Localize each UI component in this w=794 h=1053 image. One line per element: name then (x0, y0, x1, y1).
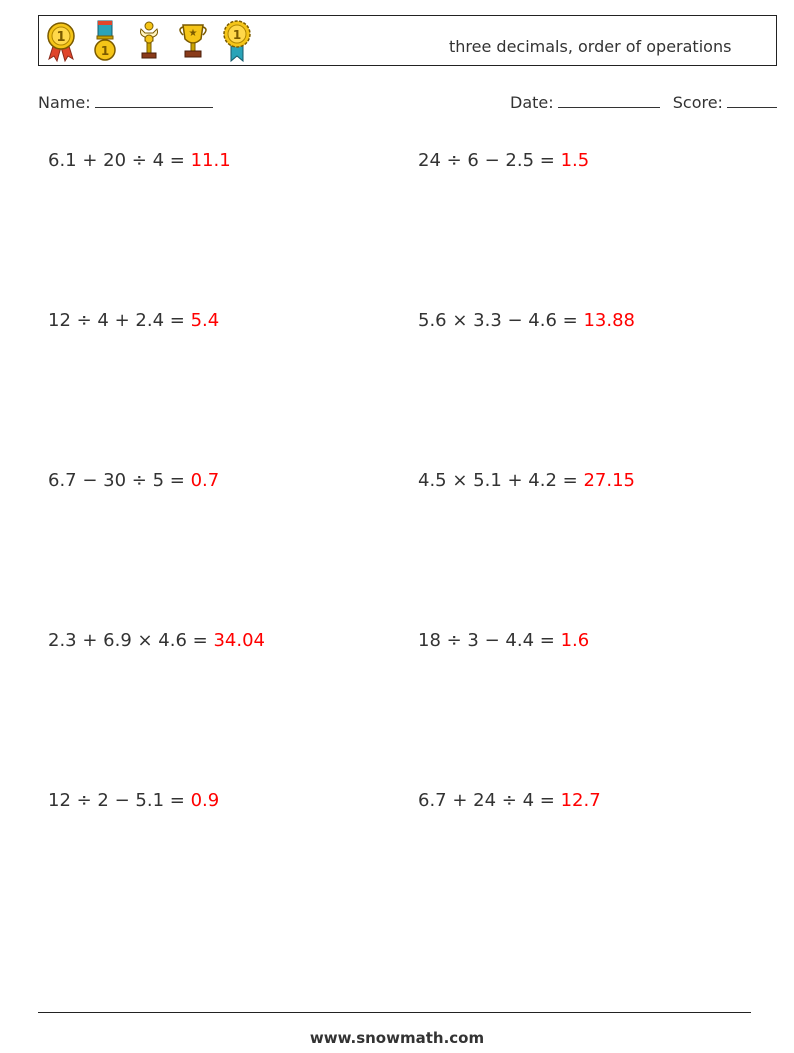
problem-5 (48, 470, 219, 491)
problem-answer: 1.6 (560, 630, 590, 651)
problem-answer: 0.9 (190, 790, 220, 811)
problem-8 (418, 630, 589, 651)
problem-expression: 6.7 − 30 ÷ 5 = (48, 470, 185, 491)
problem-answer: 34.04 (213, 630, 265, 651)
svg-text:1: 1 (232, 28, 242, 42)
svg-text:★: ★ (188, 28, 198, 39)
score-label: Score: (672, 93, 723, 112)
medal-ribbon-icon (45, 19, 77, 63)
footer-site-link[interactable]: www.snowmath.com (309, 1029, 485, 1047)
problem-6 (418, 470, 635, 491)
date-label: Date: (510, 93, 554, 112)
problem-9 (48, 790, 219, 811)
problem-answer: 11.1 (190, 150, 231, 171)
problem-expression: 5.6 × 3.3 − 4.6 = (418, 310, 578, 331)
problem-answer: 13.88 (583, 310, 635, 331)
medal-hanging-icon (89, 19, 121, 63)
name-blank[interactable] (95, 93, 213, 108)
worksheet-title: three decimals, order of operations (449, 37, 732, 56)
problem-answer: 1.5 (560, 150, 590, 171)
problem-10 (418, 790, 601, 811)
problem-expression: 2.3 + 6.9 × 4.6 = (48, 630, 208, 651)
problem-4 (418, 310, 635, 331)
medal-rosette-icon (221, 19, 253, 63)
problem-expression: 18 ÷ 3 − 4.4 = (418, 630, 555, 651)
name-field (38, 93, 213, 112)
problem-expression: 24 ÷ 6 − 2.5 = (418, 150, 555, 171)
svg-text:1: 1 (56, 30, 66, 45)
icon-strip (45, 19, 253, 63)
worksheet-header (38, 15, 777, 66)
problem-7 (48, 630, 265, 651)
trophy-cup-icon (177, 19, 209, 63)
problem-answer: 0.7 (190, 470, 220, 491)
problem-expression: 6.7 + 24 ÷ 4 = (418, 790, 555, 811)
problem-expression: 12 ÷ 2 − 5.1 = (48, 790, 185, 811)
problem-1 (48, 150, 231, 171)
problem-3 (48, 310, 219, 331)
problem-answer: 12.7 (560, 790, 601, 811)
problem-expression: 12 ÷ 4 + 2.4 = (48, 310, 185, 331)
problem-expression: 4.5 × 5.1 + 4.2 = (418, 470, 578, 491)
problem-answer: 27.15 (583, 470, 635, 491)
date-score-fields (510, 93, 777, 112)
trophy-figure-icon (133, 19, 165, 63)
svg-text:1: 1 (100, 44, 110, 58)
date-blank[interactable] (558, 93, 660, 108)
name-label: Name: (38, 93, 91, 112)
problem-2 (418, 150, 589, 171)
score-blank[interactable] (727, 93, 777, 108)
footer-divider (38, 1012, 751, 1013)
problem-answer: 5.4 (190, 310, 220, 331)
problem-expression: 6.1 + 20 ÷ 4 = (48, 150, 185, 171)
